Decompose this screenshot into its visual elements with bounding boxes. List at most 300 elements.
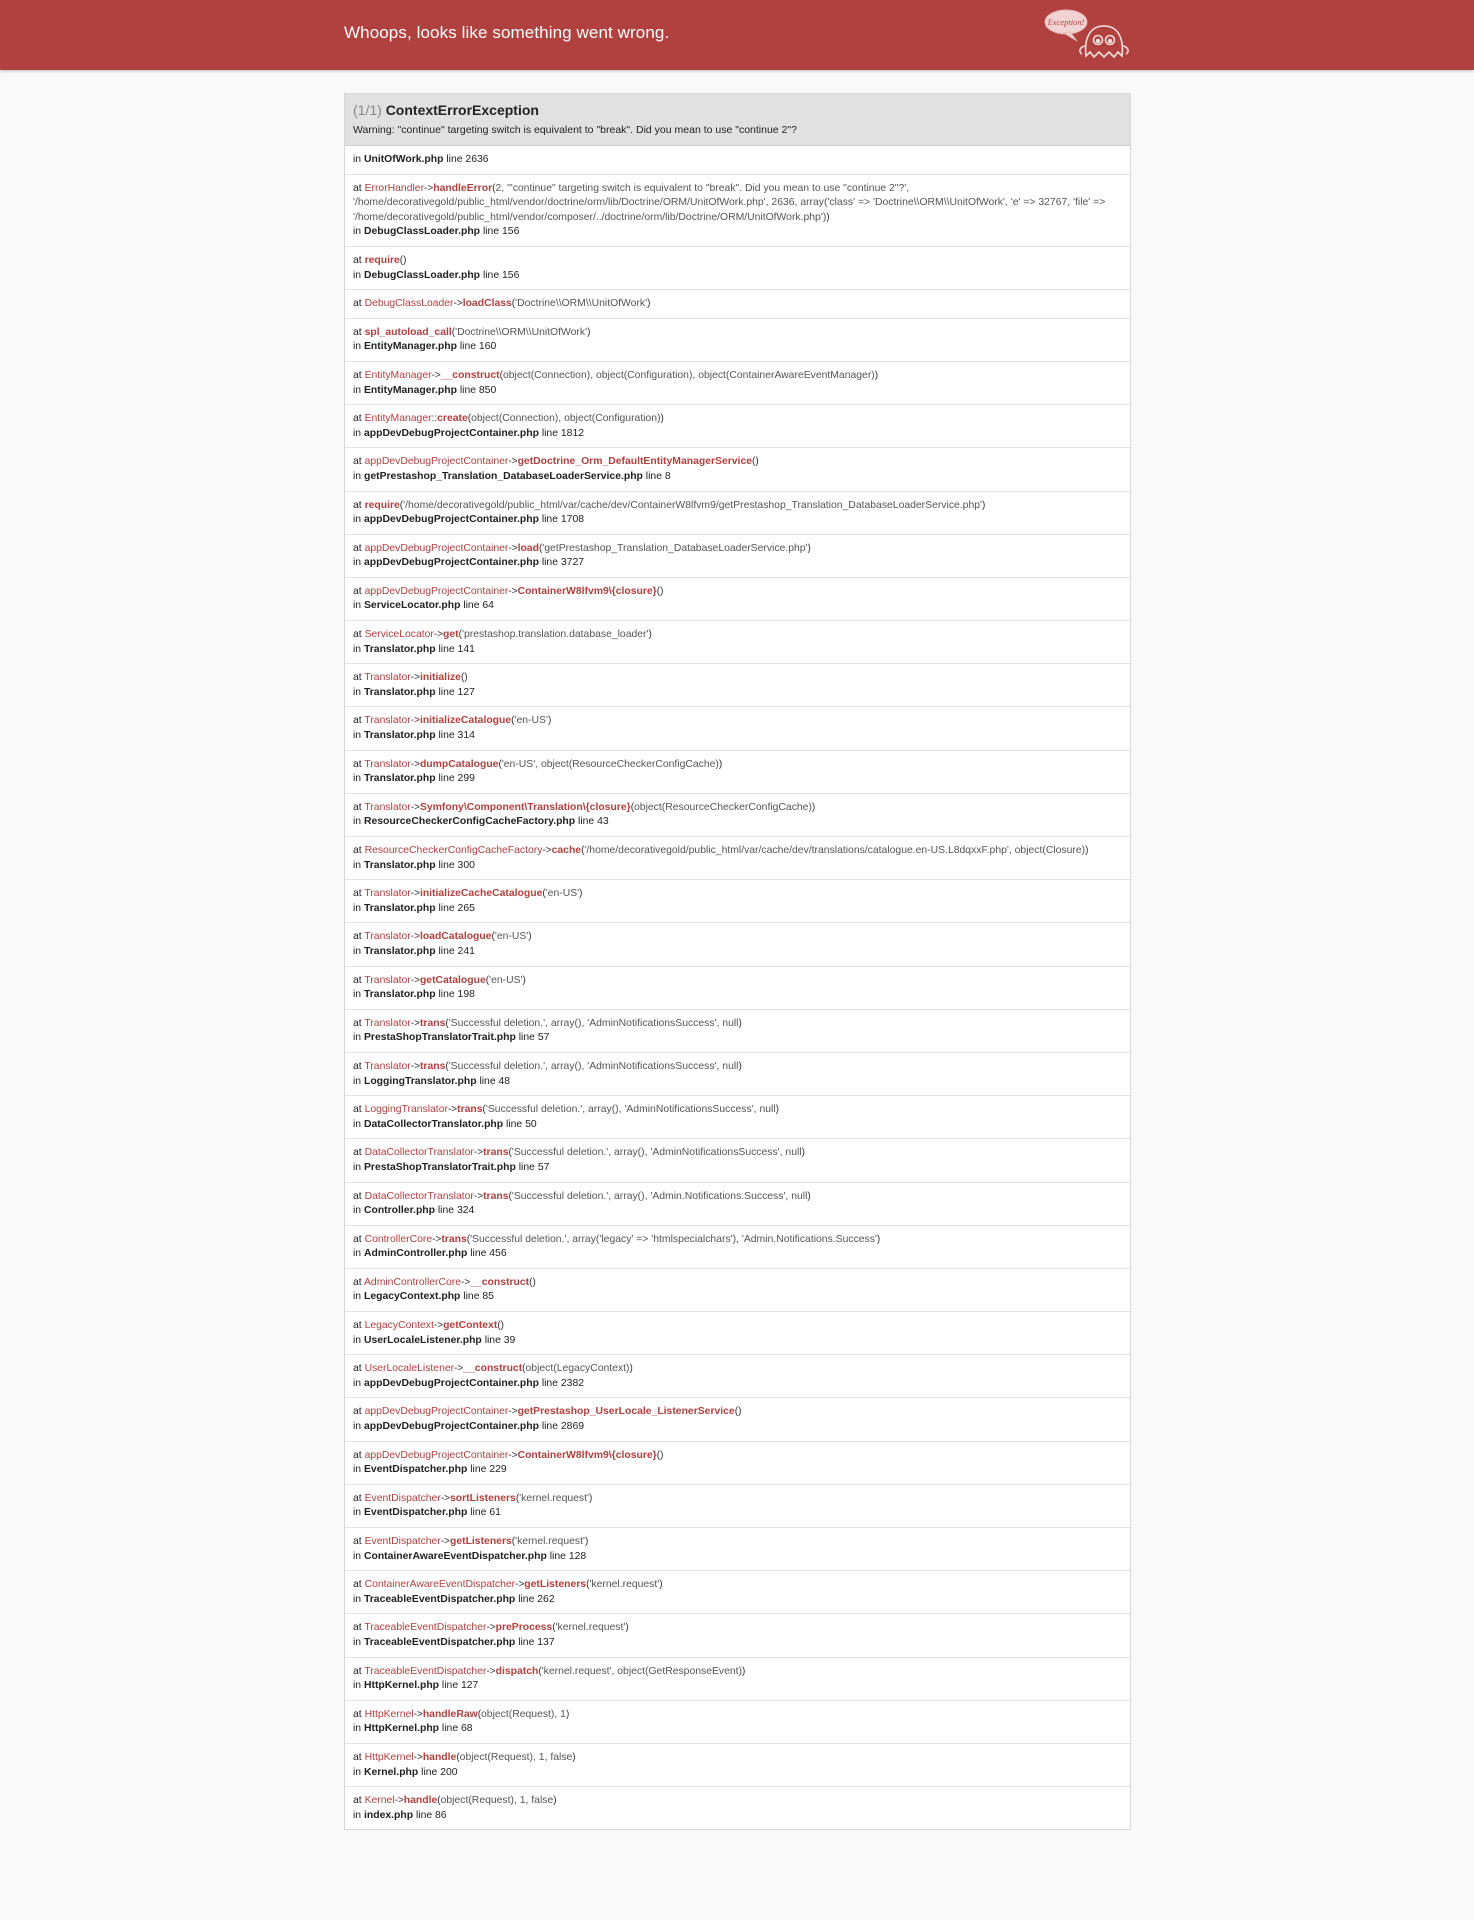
trace-call-type: -> [440,1536,450,1547]
trace-call-line: at DataCollectorTranslator->trans('Successful deletion.', array(), 'AdminNotificationsSuccess', null) [353,1147,805,1159]
trace-class: Translator [364,888,411,900]
trace-location-line [353,1204,1122,1219]
trace-location-line [353,729,1122,744]
stack-trace-item [345,577,1130,620]
trace-location-line [353,1679,1122,1694]
trace-call-type: -> [410,801,420,813]
trace-at-label: at [353,931,362,943]
trace-line-label: line [484,1334,501,1346]
stack-trace-item [345,836,1130,879]
trace-line-number: 57 [537,1161,550,1173]
stack-trace-item [345,1441,1130,1484]
trace-function: handleRaw [422,1708,478,1720]
trace-arguments: object(Connection), object(Configuration) [471,413,661,425]
trace-class: Translator [364,1017,411,1029]
trace-call-line: at AdminControllerCore->__construct() [353,1276,536,1288]
stack-trace-item [345,1268,1130,1311]
trace-in-label: in [353,269,362,281]
trace-call-type: -> [508,1449,518,1461]
stack-trace-item [345,534,1130,577]
trace-call-line: at EntityManager::create(object(Connection), object(Configuration)) [353,413,664,425]
trace-call-line: at LegacyContext->getContext() [353,1320,505,1332]
trace-class: LegacyContext [364,1320,434,1332]
trace-location-line [353,1377,1122,1392]
trace-file: Translator.php [363,773,436,785]
stack-trace-item [345,289,1130,318]
trace-line-number: 198 [457,989,475,1001]
trace-arguments: 'kernel.request' [519,1492,589,1504]
trace-line-label: line [518,1161,535,1173]
trace-call-line: at Translator->initializeCatalogue('en-US') [353,715,552,727]
trace-arguments: 'Successful deletion.', array(), 'Admin.Notifications.Success', null [511,1190,808,1202]
trace-line-number: 241 [457,945,475,957]
trace-in-label: in [353,989,362,1001]
trace-arguments: 'en-US' [545,888,580,900]
trace-function: getContext [443,1320,498,1332]
page-header [0,0,1474,70]
trace-line-number: 57 [537,1032,550,1044]
trace-function: spl_autoload_call [364,326,452,338]
trace-at-label: at [353,298,362,310]
trace-line-label: line [578,816,595,828]
trace-arguments: 'en-US' [489,974,523,986]
stack-trace-item [345,318,1130,361]
trace-call-line: at EntityManager->__construct(object(Connection), object(Configuration), object(ContainerAwareEventManager)) [353,369,879,381]
trace-line-label: line [470,1507,487,1519]
trace-call-line: at TraceableEventDispatcher->dispatch('kernel.request', object(GetResponseEvent)) [353,1665,746,1677]
trace-line-number: 86 [435,1809,447,1821]
trace-file: PrestaShopTranslatorTrait.php [363,1032,516,1044]
stack-trace-item [345,1613,1130,1656]
trace-location-line [353,1118,1122,1133]
trace-call-type: -> [410,888,420,900]
trace-line-number: 299 [457,773,475,785]
trace-function: trans [441,1233,467,1245]
trace-line-label: line [446,154,463,165]
trace-file: index.php [363,1809,414,1821]
trace-class: appDevDebugProjectContainer [364,585,509,597]
trace-arguments: object(Request), 1 [481,1708,566,1720]
trace-in-label: in [353,1075,362,1087]
trace-function: loadCatalogue [419,931,492,943]
trace-call-type: -> [453,298,463,310]
trace-location-line [353,1247,1122,1262]
trace-in-label: in [353,154,362,165]
stack-trace-item [345,966,1130,1009]
trace-at-label: at [353,542,362,554]
trace-line-label: line [438,730,455,742]
trace-arguments: 'kernel.request' [515,1536,585,1547]
trace-at-label: at [353,715,362,727]
stack-trace-item [345,174,1130,246]
trace-file: ResourceCheckerConfigCacheFactory.php [363,816,576,828]
trace-at-label: at [353,974,362,986]
trace-in-label: in [353,1636,362,1648]
trace-file: DebugClassLoader.php [363,269,481,281]
trace-at-label: at [353,413,362,425]
trace-file: EntityManager.php [363,384,457,396]
trace-class: Translator [364,672,411,684]
trace-file: Translator.php [363,902,436,914]
trace-class: Translator [364,801,411,813]
trace-line-label: line [438,989,455,1001]
trace-function: load [517,542,539,554]
trace-arguments: 'Successful deletion.', array(), 'AdminNotificationsSuccess', null [511,1147,802,1159]
trace-call-line: at DataCollectorTranslator->trans('Successful deletion.', array(), 'Admin.Notifications.Success', null) [353,1190,811,1202]
trace-arguments: 'Doctrine\\ORM\\UnitOfWork' [455,326,588,338]
trace-at-label: at [353,1406,362,1418]
trace-line-label: line [438,643,455,655]
stack-trace-item [345,922,1130,965]
trace-location-line [353,556,1122,571]
trace-arguments: 'Successful deletion.', array(), 'AdminNotificationsSuccess', null [448,1017,739,1029]
trace-file: EventDispatcher.php [363,1507,468,1519]
trace-call-type: -> [461,1276,471,1288]
trace-call-type: -> [447,1104,458,1116]
trace-at-label: at [353,1320,362,1332]
stack-trace-item [345,1311,1130,1354]
trace-call-line: at Translator->trans('Successful deletion.', array(), 'AdminNotificationsSuccess', null) [353,1060,742,1072]
trace-line-number: 127 [461,1680,479,1692]
ghost-icon [1080,26,1128,57]
trace-in-label: in [353,1464,362,1476]
trace-class: ContainerAwareEventDispatcher [364,1579,516,1591]
trace-in-label: in [353,384,362,396]
trace-class: EventDispatcher [364,1492,441,1504]
trace-file: Kernel.php [363,1766,419,1778]
trace-at-label: at [353,456,362,468]
trace-location-line [353,384,1122,399]
trace-file: appDevDebugProjectContainer.php [363,427,539,439]
trace-class: Translator [364,758,411,770]
trace-class: EntityManager [364,369,432,381]
trace-file: appDevDebugProjectContainer.php [363,514,539,526]
trace-location-line [353,945,1122,960]
trace-arguments: object(Connection), object(Configuration), object(ContainerAwareEventManager) [502,369,875,381]
trace-location-line [353,1420,1122,1435]
trace-call-line: at Translator->Symfony\Component\Translation\{closure}(object(ResourceCheckerConfigCache)) [353,801,816,813]
trace-call-type: -> [508,542,518,554]
trace-location-line [353,859,1122,874]
trace-call-type: -> [433,629,444,641]
trace-location-line [353,1766,1122,1781]
trace-class: EventDispatcher [364,1536,441,1547]
trace-call-type: -> [486,1665,496,1677]
trace-call-type: -> [432,1233,442,1245]
trace-at-label: at [353,1449,362,1461]
trace-at-label: at [353,182,362,194]
trace-location-line [353,1290,1122,1305]
exception-summary [345,94,1130,146]
trace-call-type: -> [394,1795,404,1807]
trace-call-type: -> [424,182,434,194]
trace-in-label: in [353,1377,362,1389]
trace-class: DebugClassLoader [364,298,454,310]
trace-at-label: at [353,1104,362,1116]
trace-line-number: 456 [489,1248,507,1260]
trace-function: getListeners [524,1579,587,1591]
trace-call-line: at ContainerAwareEventDispatcher->getListeners('kernel.request') [353,1579,663,1591]
trace-file: UnitOfWork.php [363,154,444,165]
trace-location-line [353,988,1122,1003]
trace-at-label: at [353,585,362,597]
trace-file: EventDispatcher.php [363,1464,468,1476]
trace-line-number: 50 [525,1118,537,1130]
trace-file: DebugClassLoader.php [363,226,481,238]
trace-function: initialize [419,672,461,684]
trace-at-label: at [353,1060,362,1072]
trace-call-type: -> [410,715,420,727]
trace-in-label: in [353,1032,362,1044]
stack-trace-item [345,663,1130,706]
trace-file: Controller.php [363,1205,435,1217]
trace-file: Translator.php [363,686,436,698]
stack-trace-item [345,1225,1130,1268]
trace-arguments: 'en-US' [494,931,529,943]
trace-file: ServiceLocator.php [363,600,461,612]
trace-line-label: line [549,1550,566,1562]
trace-in-label: in [353,226,362,238]
trace-call-line: at Translator->loadCatalogue('en-US') [353,931,532,943]
trace-call-line: at EventDispatcher->sortListeners('kernel.request') [353,1492,593,1504]
trace-call-line: at DebugClassLoader->loadClass('Doctrine\\ORM\\UnitOfWork') [353,298,651,310]
trace-in-label: in [353,816,362,828]
trace-at-label: at [353,499,362,511]
trace-class: HttpKernel [364,1708,414,1720]
trace-class: Translator [364,715,411,727]
trace-at-label: at [353,1665,362,1677]
trace-function: require [364,499,400,511]
trace-function: preProcess [495,1622,553,1634]
trace-call-line: at UserLocaleListener->__construct(object(LegacyContext)) [353,1363,633,1375]
trace-call-line: at TraceableEventDispatcher->preProcess('kernel.request') [353,1622,629,1634]
trace-file: appDevDebugProjectContainer.php [363,557,539,569]
trace-in-label: in [353,902,362,914]
trace-line-label: line [441,1723,459,1735]
trace-function: loadClass [462,298,512,310]
trace-class: DataCollectorTranslator [364,1190,474,1202]
trace-line-number: 43 [597,816,609,828]
trace-line-label: line [438,859,455,871]
trace-line-label: line [421,1766,438,1778]
trace-file: getPrestashop_Translation_DatabaseLoaderService.php [363,470,643,482]
stack-trace-list [345,146,1130,1829]
stack-trace-item [345,1397,1130,1440]
trace-location-line [353,1722,1122,1737]
trace-file: TraceableEventDispatcher.php [363,1593,516,1605]
trace-in-label: in [353,686,362,698]
trace-in-label: in [353,470,362,482]
trace-line-label: line [438,902,455,914]
trace-class: DataCollectorTranslator [364,1147,474,1159]
trace-function: dispatch [495,1665,539,1677]
trace-file: AdminController.php [363,1248,468,1260]
trace-call-type: -> [413,1708,423,1720]
trace-call-line: at Translator->initializeCacheCatalogue('en-US') [353,888,583,900]
trace-function: trans [419,1060,446,1072]
trace-line-label: line [541,514,558,526]
stack-trace-item [345,1182,1130,1225]
speech-bubble-icon [1045,10,1087,41]
trace-location-line [353,513,1122,528]
trace-file: LoggingTranslator.php [363,1075,477,1087]
trace-line-number: 262 [537,1593,555,1605]
trace-call-line: at Translator->initialize() [353,672,468,684]
stack-trace-item [345,447,1130,490]
trace-line-number: 85 [482,1291,494,1303]
trace-function: initializeCacheCatalogue [419,888,543,900]
trace-line-number: 137 [537,1636,555,1648]
trace-class: TraceableEventDispatcher [364,1622,487,1634]
trace-line-number: 265 [457,902,475,914]
trace-function: handle [422,1751,457,1763]
trace-location-line [353,269,1122,284]
trace-call-type: -> [508,585,518,597]
trace-location-line [353,1550,1122,1565]
trace-function: require [364,254,400,266]
trace-line-label: line [479,1075,496,1087]
trace-arguments: object(ResourceCheckerConfigCache) [634,801,812,813]
trace-in-label: in [353,1593,362,1605]
trace-at-label: at [353,369,362,381]
trace-at-label: at [353,801,362,813]
trace-function: Symfony\Component\Translation\{closure} [419,801,631,813]
trace-function: dumpCatalogue [419,758,499,770]
trace-call-line: at Translator->trans('Successful deletion.', array(), 'AdminNotificationsSuccess', null) [353,1017,742,1029]
trace-in-label: in [353,1766,362,1778]
trace-line-number: 314 [457,730,475,742]
trace-call-line: at ResourceCheckerConfigCacheFactory->cache('/home/decorativegold/public_html/var/cache/dev/translations/catalogue.en-US.L8dqxxF.php', object(Closure)) [353,845,1089,856]
trace-line-label: line [415,1809,433,1821]
trace-call-type: :: [431,413,438,425]
trace-location-line [353,225,1122,240]
trace-in-label: in [353,859,362,871]
trace-line-number: 141 [457,643,475,655]
trace-arguments: 'kernel.request', object(GetResponseEvent) [541,1665,743,1677]
trace-call-line: at HttpKernel->handleRaw(object(Request), 1) [353,1708,570,1720]
trace-location-line [353,1809,1122,1824]
logo-text: Exception! [1047,17,1085,27]
trace-location-line [353,427,1122,442]
trace-call-type: -> [486,1622,496,1634]
trace-location-line [353,340,1122,355]
trace-line-number: 39 [503,1334,516,1346]
trace-in-label: in [353,1118,362,1130]
trace-arguments: 'en-US' [514,715,548,727]
trace-at-label: at [353,1708,362,1720]
trace-arguments: 'Doctrine\\ORM\\UnitOfWork' [515,298,648,310]
trace-class: ControllerCore [364,1233,433,1245]
trace-line-label: line [470,1464,487,1476]
stack-trace-item [345,1138,1130,1181]
trace-call-type: -> [515,1579,525,1591]
trace-arguments: 2, '"continue" targeting switch is equivalent to "break". Did you mean to use "continue 2"?', '/home/decorativegold/public_html/vendor/doctrine/orm/lib/Doctrine/ORM/UnitOfWork.php', 2636, array('class' => 'Doctrine\\ORM\\UnitOfWork', 'e' => 32767, 'file' => '/home/decorativegold/public_html/vendor/composer/../doctrine/orm/lib/Doctrine/ORM/UnitOfWork.php') [353,182,1106,223]
trace-line-number: 8 [664,470,671,482]
trace-line-number: 229 [489,1464,507,1476]
trace-line-label: line [437,1205,455,1217]
trace-line-label: line [459,341,477,353]
trace-line-label: line [482,226,500,238]
stack-trace-item [345,1786,1130,1829]
trace-line-number: 2869 [560,1421,585,1433]
trace-location-line [353,1161,1122,1176]
trace-class: Translator [364,974,411,986]
trace-function: ContainerW8lfvm9\{closure} [517,1449,657,1461]
trace-location-line [353,815,1122,830]
trace-line-label: line [470,1248,487,1260]
trace-call-line: at appDevDebugProjectContainer->ContainerW8lfvm9\{closure}() [353,585,664,597]
trace-call-type: -> [473,1147,484,1159]
trace-in-label: in [353,945,362,957]
trace-call-line: at appDevDebugProjectContainer->ContainerW8lfvm9\{closure}() [353,1449,664,1461]
trace-in-label: in [353,1248,362,1260]
trace-class: HttpKernel [364,1751,414,1763]
trace-line-number: 2382 [560,1377,585,1389]
trace-file: UserLocaleListener.php [363,1334,482,1346]
exception-class: ContextErrorException [385,102,539,118]
trace-call-type: -> [410,931,420,943]
trace-location-line [353,772,1122,787]
trace-function: handle [403,1795,438,1807]
trace-arguments: object(Request), 1, false [440,1795,554,1807]
trace-location-line [353,902,1122,917]
stack-trace-item [345,1009,1130,1052]
trace-arguments: 'Successful deletion.', array(), 'AdminNotificationsSuccess', null [485,1104,776,1116]
trace-line-number: 2636 [465,154,489,165]
trace-call-type: -> [508,1406,518,1418]
trace-line-label: line [518,1636,535,1648]
trace-function: trans [419,1017,446,1029]
trace-call-type: -> [508,456,518,468]
trace-file: HttpKernel.php [363,1680,440,1692]
trace-function: __construct [470,1276,530,1288]
trace-location-line [353,643,1122,658]
trace-in-label: in [353,427,362,439]
trace-file: HttpKernel.php [363,1723,440,1735]
stack-trace-item [345,1657,1130,1700]
trace-function: get [443,629,459,641]
trace-arguments: 'kernel.request' [555,1622,626,1634]
trace-file: Translator.php [363,945,436,957]
trace-class: AdminControllerCore [364,1276,462,1288]
trace-function: handleError [433,182,493,194]
trace-call-line: at spl_autoload_call('Doctrine\\ORM\\UnitOfWork') [353,326,591,338]
trace-call-type: -> [413,1751,423,1763]
trace-line-number: 127 [457,686,475,698]
trace-in-label: in [353,1507,362,1519]
trace-line-label: line [441,1680,459,1692]
trace-call-line: at appDevDebugProjectContainer->load('getPrestashop_Translation_DatabaseLoaderService.php') [353,542,811,554]
trace-class: Translator [364,1060,411,1072]
trace-line-number: 61 [489,1507,501,1519]
stack-trace-item [345,246,1130,289]
trace-file: DataCollectorTranslator.php [363,1118,504,1130]
trace-class: Translator [364,931,411,943]
trace-line-number: 160 [478,341,497,353]
trace-arguments: 'Successful deletion.', array(), 'AdminNotificationsSuccess', null [448,1060,739,1072]
trace-in-label: in [353,773,362,785]
trace-line-label: line [438,686,455,698]
trace-file: ContainerAwareEventDispatcher.php [363,1550,547,1562]
trace-line-label: line [541,427,558,439]
trace-at-label: at [353,254,362,266]
trace-line-label: line [541,1377,558,1389]
trace-in-label: in [353,1809,362,1821]
page-title: Whoops, looks like something went wrong. [344,23,670,42]
stack-trace-item [345,1095,1130,1138]
trace-call-line: at Translator->getCatalogue('en-US') [353,974,526,986]
trace-class: UserLocaleListener [364,1363,455,1375]
